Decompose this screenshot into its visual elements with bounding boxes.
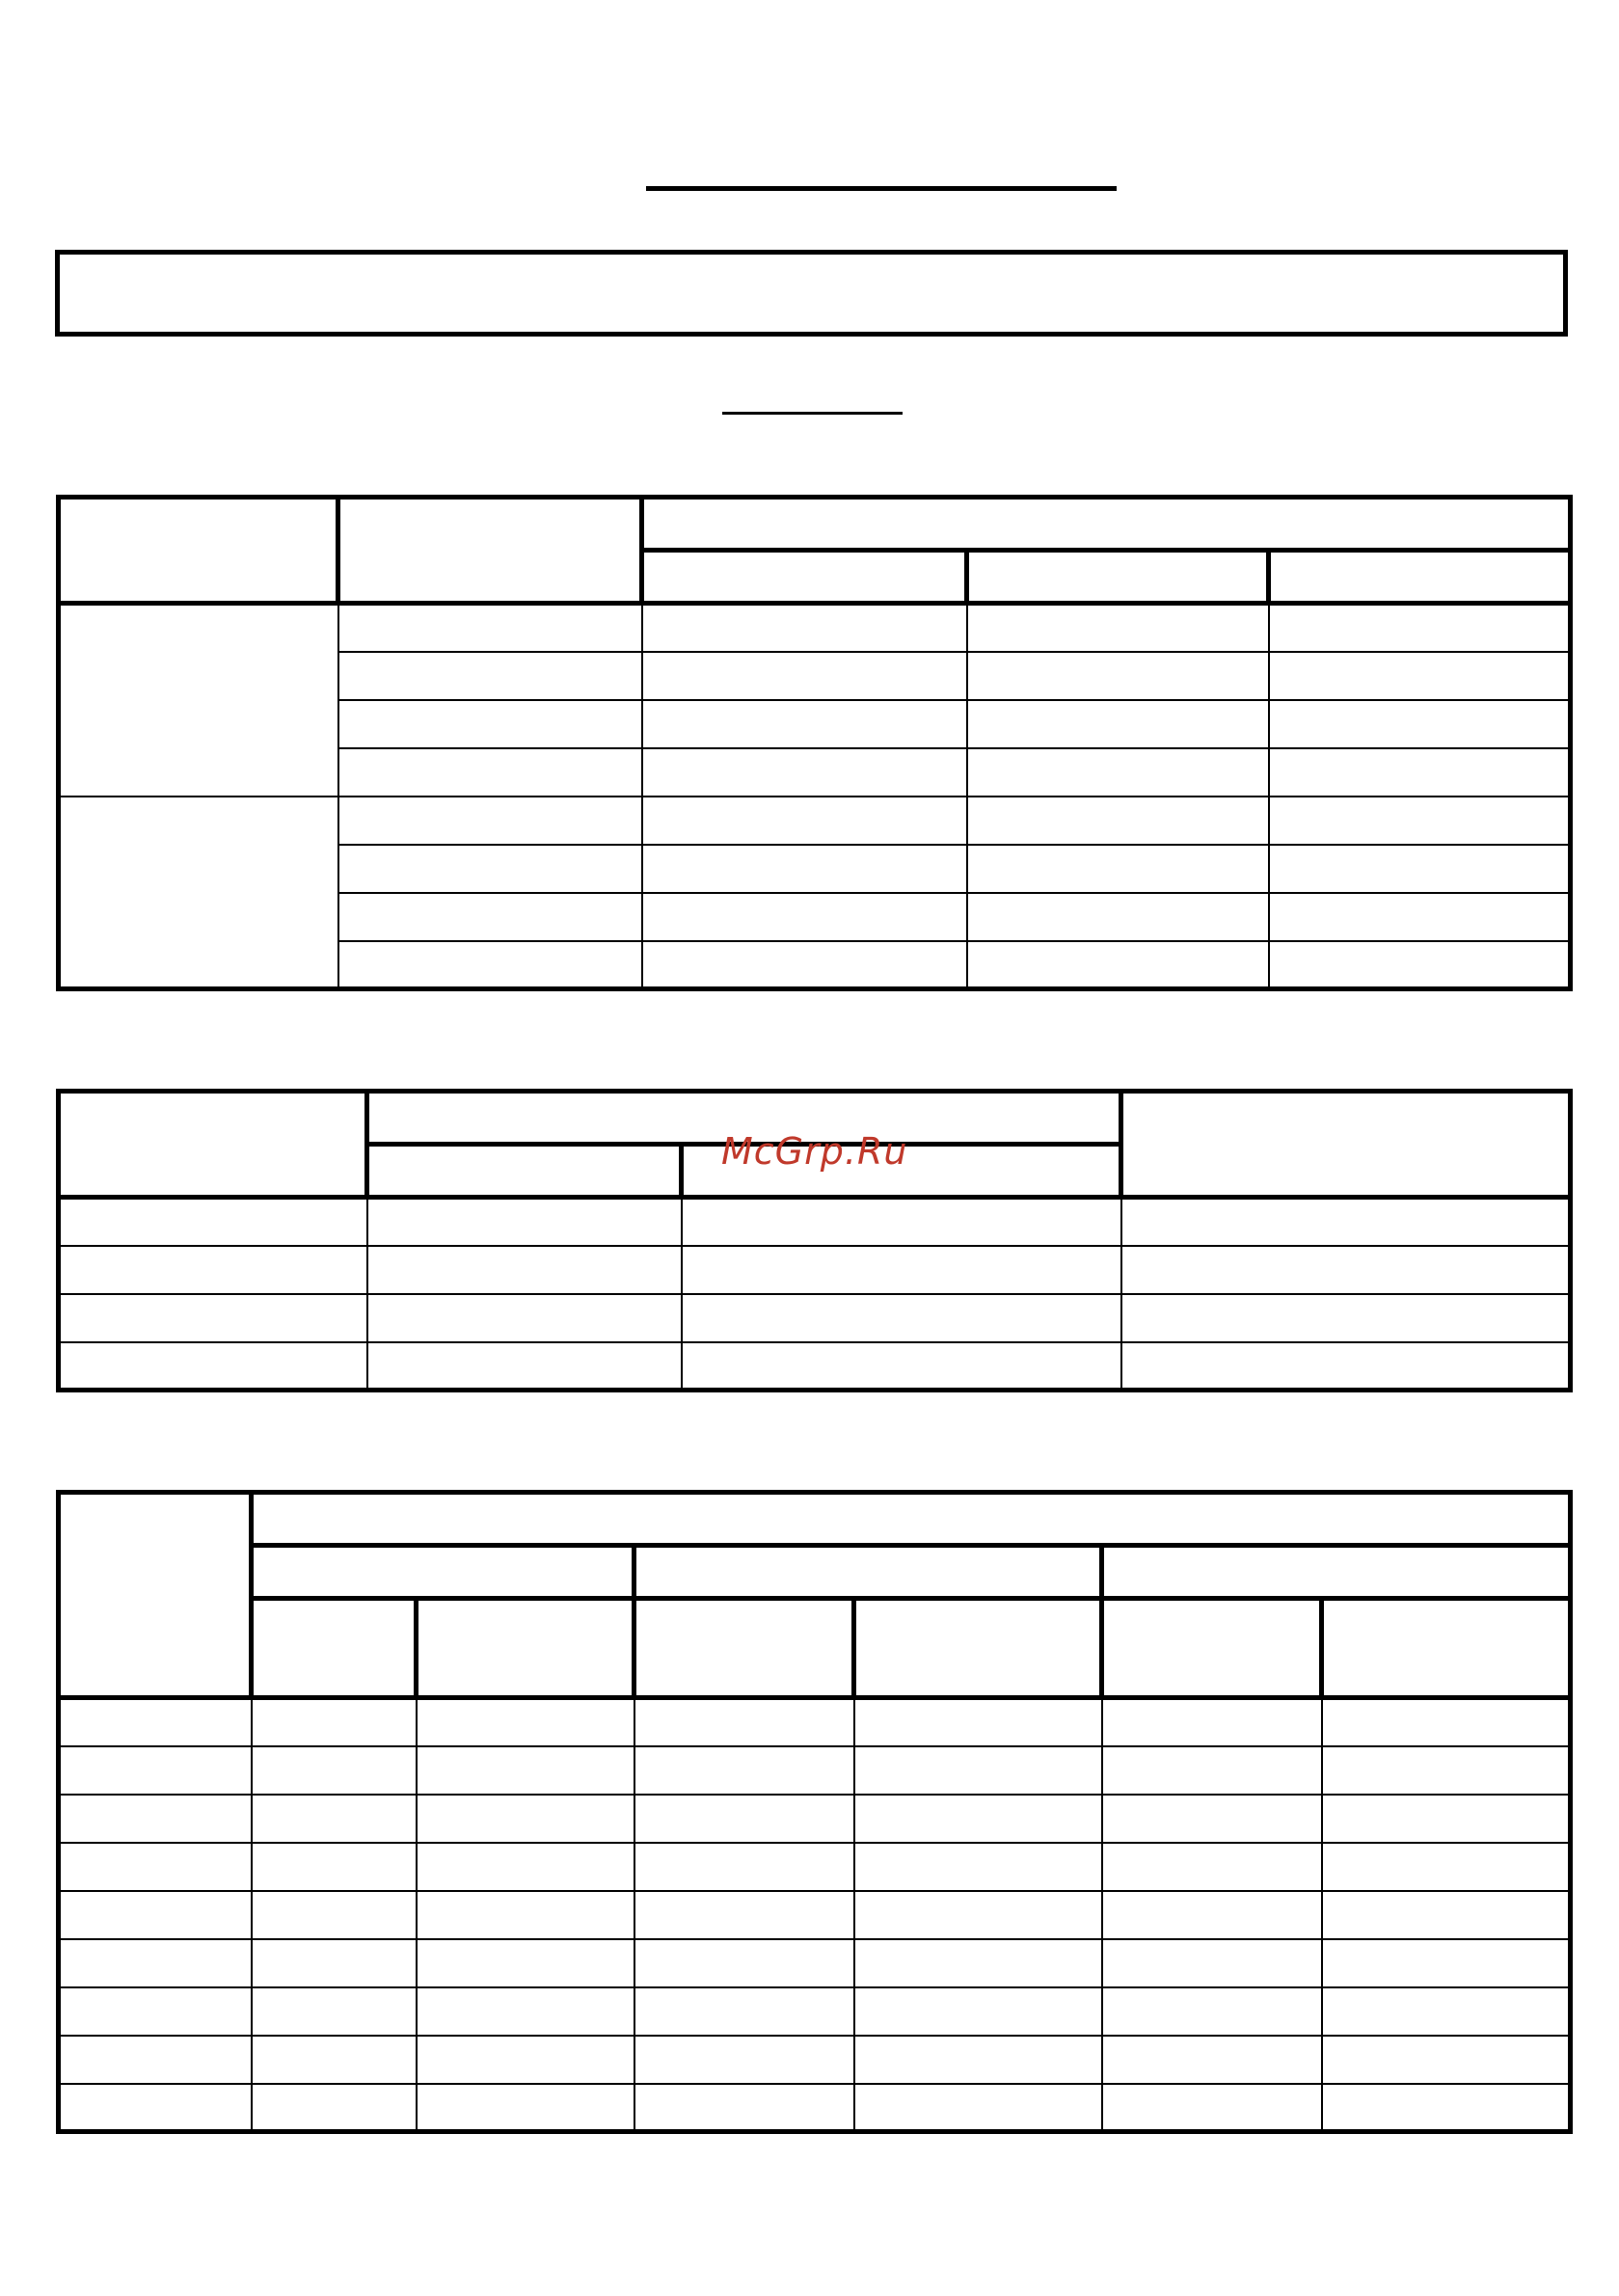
table-cell xyxy=(59,2036,252,2084)
table-1-header-cell xyxy=(338,498,642,604)
table-cell xyxy=(1121,1294,1571,1342)
table-cell xyxy=(1102,2084,1322,2132)
table-cell xyxy=(634,1987,854,2036)
table-cell xyxy=(252,2084,417,2132)
table-cell xyxy=(338,845,642,893)
table-cell xyxy=(642,604,967,652)
table-1-group-cell xyxy=(59,604,338,797)
table-3-subheader-group xyxy=(252,1546,634,1599)
table-cell xyxy=(1322,2084,1571,2132)
table-row xyxy=(59,1939,1571,1987)
table-cell xyxy=(634,2036,854,2084)
table-row xyxy=(59,1987,1571,2036)
table-cell xyxy=(967,797,1269,845)
table-cell xyxy=(338,748,642,797)
table-cell xyxy=(417,1698,634,1746)
table-cell xyxy=(1322,1987,1571,2036)
table-cell xyxy=(634,1698,854,1746)
table-row xyxy=(59,1795,1571,1843)
table-row xyxy=(59,1294,1571,1342)
table-3-subheader-group xyxy=(1102,1546,1571,1599)
table-cell xyxy=(634,1939,854,1987)
table-row xyxy=(59,604,1571,652)
table-cell xyxy=(59,2084,252,2132)
table-cell xyxy=(682,1342,1121,1391)
table-cell xyxy=(417,1795,634,1843)
table-row xyxy=(59,2084,1571,2132)
table-cell xyxy=(1322,1843,1571,1891)
table-cell xyxy=(1322,1795,1571,1843)
table-3-header-group xyxy=(252,1493,1571,1546)
table-cell xyxy=(59,1746,252,1795)
table-cell xyxy=(1102,1746,1322,1795)
table-cell xyxy=(1121,1198,1571,1246)
table-cell xyxy=(967,941,1269,989)
header-box xyxy=(55,250,1568,337)
table-cell xyxy=(682,1198,1121,1246)
table-cell xyxy=(59,1698,252,1746)
table-cell xyxy=(642,893,967,941)
table-cell xyxy=(338,797,642,845)
table-cell xyxy=(417,2084,634,2132)
table-cell xyxy=(1102,1843,1322,1891)
table-cell xyxy=(417,1843,634,1891)
table-cell xyxy=(854,1939,1102,1987)
table-cell xyxy=(1269,893,1571,941)
table-cell xyxy=(642,797,967,845)
table-cell xyxy=(252,1795,417,1843)
table-cell xyxy=(1269,748,1571,797)
watermark-logo: McGrp.Ru xyxy=(721,1130,908,1173)
table-3-subheader-cell xyxy=(854,1599,1102,1698)
table-cell xyxy=(1322,1746,1571,1795)
table-cell xyxy=(1102,1795,1322,1843)
table-cell xyxy=(1269,941,1571,989)
table-cell xyxy=(854,1795,1102,1843)
table-cell xyxy=(1102,1987,1322,2036)
table-cell xyxy=(367,1198,682,1246)
table-cell xyxy=(967,845,1269,893)
table-cell xyxy=(854,1987,1102,2036)
table-1-header-cell xyxy=(59,498,338,604)
table-cell xyxy=(59,1939,252,1987)
table-cell xyxy=(1269,797,1571,845)
table-cell xyxy=(252,1987,417,2036)
table-cell xyxy=(634,2084,854,2132)
table-1-subheader-cell xyxy=(967,551,1269,604)
table-cell xyxy=(854,2036,1102,2084)
table-cell xyxy=(252,1698,417,1746)
table-cell xyxy=(682,1294,1121,1342)
table-cell xyxy=(417,1987,634,2036)
table-cell xyxy=(967,893,1269,941)
table-cell xyxy=(1102,1698,1322,1746)
table-cell xyxy=(642,652,967,700)
table-row xyxy=(59,1246,1571,1294)
table-cell xyxy=(967,700,1269,748)
table-3-header-cell xyxy=(59,1493,252,1698)
table-cell xyxy=(854,1843,1102,1891)
table-3-subheader-group xyxy=(634,1546,1102,1599)
table-row xyxy=(59,2036,1571,2084)
table-cell xyxy=(1322,1698,1571,1746)
table-2-header-cell xyxy=(1121,1092,1571,1198)
table-cell xyxy=(59,1987,252,2036)
table-cell xyxy=(1102,1891,1322,1939)
table-cell xyxy=(59,1342,367,1391)
table-cell xyxy=(252,2036,417,2084)
table-cell xyxy=(1102,1939,1322,1987)
table-cell xyxy=(642,941,967,989)
table-cell xyxy=(967,748,1269,797)
table-1-subheader-cell xyxy=(1269,551,1571,604)
table-row xyxy=(59,1342,1571,1391)
table-cell xyxy=(367,1246,682,1294)
table-cell xyxy=(417,2036,634,2084)
table-2-subheader-cell xyxy=(367,1145,682,1198)
table-cell xyxy=(1102,2036,1322,2084)
table-cell xyxy=(1269,700,1571,748)
table-cell xyxy=(854,1891,1102,1939)
table-cell xyxy=(1269,652,1571,700)
table-cell xyxy=(338,941,642,989)
table-cell xyxy=(634,1891,854,1939)
title-underline xyxy=(646,186,1117,191)
table-cell xyxy=(59,1843,252,1891)
table-3-subheader-cell xyxy=(417,1599,634,1698)
table-3-subheader-cell xyxy=(1102,1599,1322,1698)
table-row xyxy=(59,1198,1571,1246)
table-3 xyxy=(56,1490,1573,2134)
table-cell xyxy=(367,1342,682,1391)
table-row xyxy=(59,1698,1571,1746)
table-cell xyxy=(59,1891,252,1939)
table-3-subheader-cell xyxy=(1322,1599,1571,1698)
table-cell xyxy=(59,1198,367,1246)
table-cell xyxy=(854,1698,1102,1746)
table-cell xyxy=(59,1246,367,1294)
table-cell xyxy=(1322,2036,1571,2084)
table-row xyxy=(59,1891,1571,1939)
table-row xyxy=(59,1843,1571,1891)
table-cell xyxy=(338,893,642,941)
table-cell xyxy=(338,604,642,652)
table-cell xyxy=(642,700,967,748)
table-row xyxy=(59,797,1571,845)
table-cell xyxy=(967,604,1269,652)
table-cell xyxy=(252,1746,417,1795)
table-1-subheader-cell xyxy=(642,551,967,604)
table-cell xyxy=(1121,1246,1571,1294)
table-cell xyxy=(854,2084,1102,2132)
table-cell xyxy=(642,748,967,797)
table-cell xyxy=(417,1891,634,1939)
table-cell xyxy=(1269,604,1571,652)
table-cell xyxy=(1322,1891,1571,1939)
table-1 xyxy=(56,495,1573,991)
table-cell xyxy=(367,1294,682,1342)
subtitle-underline xyxy=(722,412,903,415)
table-cell xyxy=(634,1746,854,1795)
table-2-header-cell xyxy=(59,1092,367,1198)
table-cell xyxy=(1269,845,1571,893)
table-cell xyxy=(59,1294,367,1342)
table-cell xyxy=(642,845,967,893)
table-cell xyxy=(1322,1939,1571,1987)
table-3-subheader-cell xyxy=(634,1599,854,1698)
table-1-group-cell xyxy=(59,797,338,989)
table-cell xyxy=(854,1746,1102,1795)
table-cell xyxy=(967,652,1269,700)
table-cell xyxy=(252,1843,417,1891)
table-1-header-group xyxy=(642,498,1571,551)
table-cell xyxy=(634,1795,854,1843)
table-cell xyxy=(417,1746,634,1795)
table-cell xyxy=(252,1939,417,1987)
table-cell xyxy=(682,1246,1121,1294)
table-cell xyxy=(252,1891,417,1939)
table-cell xyxy=(59,1795,252,1843)
table-row xyxy=(59,1746,1571,1795)
table-cell xyxy=(338,652,642,700)
table-cell xyxy=(1121,1342,1571,1391)
table-3-subheader-cell xyxy=(252,1599,417,1698)
table-cell xyxy=(338,700,642,748)
table-cell xyxy=(417,1939,634,1987)
table-cell xyxy=(634,1843,854,1891)
